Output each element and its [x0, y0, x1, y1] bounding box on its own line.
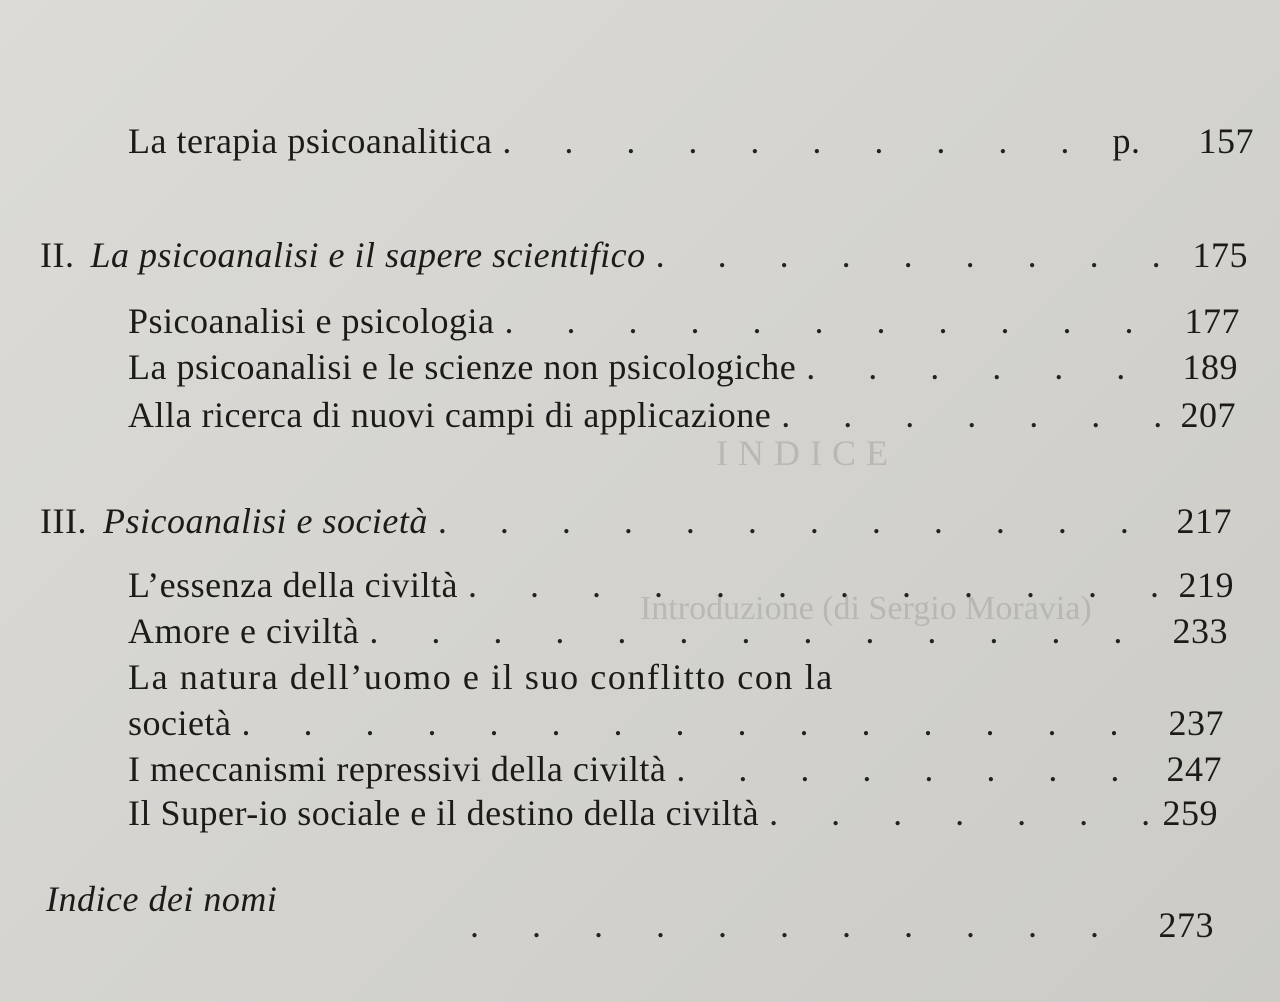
leader-dots	[369, 610, 1158, 652]
toc-entry	[128, 564, 1234, 606]
chapter-number: III.	[40, 501, 87, 541]
toc-entry-title: I meccanismi repressivi della civiltà	[128, 749, 667, 789]
toc-index	[46, 878, 277, 920]
toc-entry	[128, 792, 1218, 834]
chapter-title: La psicoanalisi e il sapere scientifico	[90, 235, 646, 275]
toc-entry-title: La terapia psicoanalitica	[128, 121, 493, 161]
leader-dots	[438, 500, 1162, 542]
toc-page-number: 217	[1176, 501, 1232, 541]
toc-entry-title: L’essenza della civiltà	[128, 565, 459, 605]
chapter-title: Psicoanalisi e società	[102, 501, 428, 541]
show-through-line: Introduzione (di Sergio Moravia)	[640, 590, 1092, 627]
toc-entry	[128, 120, 1254, 162]
toc-page-number: 177	[1184, 301, 1240, 341]
toc-entry	[128, 610, 1228, 652]
chapter-number: II.	[40, 235, 75, 275]
show-through-heading: INDICE	[716, 433, 898, 473]
toc-entry	[128, 748, 1222, 790]
leader-dots	[781, 394, 1166, 436]
page-abbrev: p.	[1112, 121, 1141, 161]
leader-dots	[241, 702, 1154, 744]
leader-dots	[806, 346, 1168, 388]
toc-entry-title: La natura dell’uomo e il suo conflitto con la	[128, 657, 834, 697]
toc-entry	[128, 702, 1224, 744]
leader-dots	[470, 904, 1144, 946]
leader-dots	[502, 120, 1112, 162]
leader-dots	[769, 792, 1148, 834]
toc-page-number: 237	[1168, 703, 1224, 743]
toc-entry	[128, 346, 1238, 388]
toc-page-number: 247	[1166, 749, 1222, 789]
toc-page-number: 189	[1182, 347, 1238, 387]
toc-chapter	[40, 500, 1232, 542]
toc-page-number: 273	[1158, 905, 1214, 945]
toc-entry-title: La psicoanalisi e le scienze non psicologiche	[128, 347, 797, 387]
toc-chapter	[40, 234, 1248, 276]
toc-entry-title: Psicoanalisi e psicologia	[128, 301, 495, 341]
toc-page-number: 157	[1198, 121, 1254, 161]
toc-entry	[128, 300, 1240, 342]
leader-dots	[504, 300, 1170, 342]
leader-dots	[656, 234, 1178, 276]
toc-entry-title: Il Super-io sociale e il destino della civiltà	[128, 793, 760, 833]
leader-dots	[676, 748, 1152, 790]
leader-dots	[468, 564, 1164, 606]
toc-entry-line1	[128, 656, 1028, 698]
toc-index-leader	[470, 904, 1214, 946]
toc-page-number: 259	[1162, 793, 1218, 833]
toc-entry-title: Alla ricerca di nuovi campi di applicazione	[128, 395, 772, 435]
toc-page-number: 207	[1180, 395, 1236, 435]
toc-entry	[128, 394, 1236, 436]
toc-page-number: 233	[1172, 611, 1228, 651]
index-title: Indice dei nomi	[46, 879, 278, 919]
toc-entry-title: Amore e civiltà	[128, 611, 360, 651]
toc-page-number: 175	[1192, 235, 1248, 275]
toc-page-number: 219	[1178, 565, 1234, 605]
toc-entry-title: società	[128, 703, 232, 743]
